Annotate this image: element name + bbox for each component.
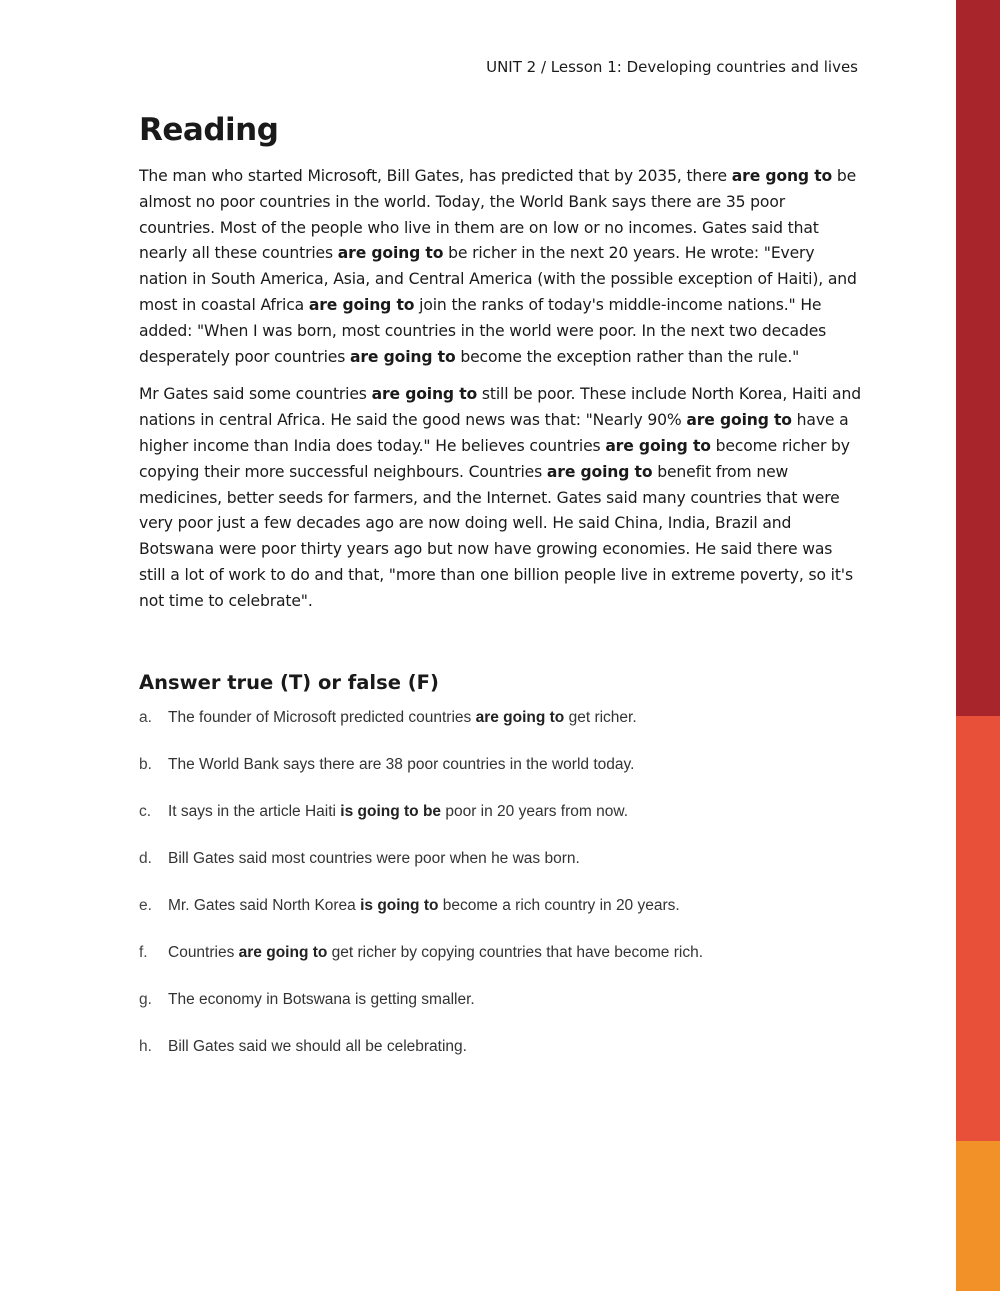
bold-phrase: are going to [546,462,653,481]
question-letter: f. [139,943,148,961]
bold-phrase: are going to [350,347,456,366]
reading-paragraph-1: The man who started Microsoft, Bill Gates, has predicted that by 2035, there are gong to be almost no poor countries in the world. Today, the World Bank says there are 35 poor countries. Most of the people who live in them are on low or no incomes. Gates said that nearly all these countries are going to be richer in the next 20 years. He wrote: "Every nation in South America, Asia, and Central America (with the possible exception of Haiti), and most in coastal Africa are going to join the ranks of today's middle-income nations." He added: "When I was born, most countries in the world were poor. In the next two decades desperately poor countries are going to become the exception rather than the rule." [139,167,857,366]
question-item [139,896,861,943]
exercise-title: Answer true (T) or false (F) [139,670,439,694]
question-letter: h. [139,1037,152,1055]
question-item [139,849,861,896]
question-text: The founder of Microsoft predicted countries are going to get richer. [168,708,637,726]
question-text: Countries are going to get richer by copying countries that have become rich. [168,943,703,961]
side-bar-dark-red [956,0,1000,716]
question-item [139,1037,861,1084]
bold-phrase: is going to be [340,802,442,820]
bold-phrase: are going to [308,295,415,314]
bold-phrase: are going to [605,436,711,455]
question-text: Bill Gates said most countries were poor when he was born. [168,849,580,867]
bold-phrase: is going to [360,896,439,914]
question-letter: b. [139,755,152,773]
page-header: UNIT 2 / Lesson 1: Developing countries and lives [486,58,858,76]
question-list [139,708,861,1084]
document-body [139,112,861,1084]
question-item [139,802,861,849]
question-text: The economy in Botswana is getting smaller. [168,990,475,1008]
question-item [139,755,861,802]
side-bar-orange-red [956,716,1000,1141]
question-text: Bill Gates said we should all be celebrating. [168,1037,467,1055]
reading-paragraph-2: Mr Gates said some countries are going to still be poor. These include North Korea, Haiti and nations in central Africa. He said the good news was that: "Nearly 90% are going to have a higher income than India does today." He believes countries are going to become richer by copying their more successful neighbours. Countries are going to benefit from new medicines, better seeds for farmers, and the Internet. Gates said many countries that were very poor just a few decades ago are now doing well. He said China, India, Brazil and Botswana were poor thirty years ago but now have growing economies. He said there was still a lot of work to do and that, "more than one billion people live in extreme poverty, so it's not time to celebrate". [139,385,861,610]
question-letter: c. [139,802,152,820]
question-letter: g. [139,990,152,1008]
bold-phrase: are gong to [731,167,833,185]
question-item [139,943,861,990]
bold-phrase: are going to [686,411,792,430]
page-title: Reading [139,112,279,148]
bold-phrase: are going to [475,708,565,726]
question-text: The World Bank says there are 38 poor countries in the world today. [168,755,635,773]
question-letter: e. [139,896,152,914]
question-text: It says in the article Haiti is going to be poor in 20 years from now. [168,802,629,820]
question-letter: d. [139,849,152,867]
question-item [139,708,861,755]
side-bar-orange [956,1141,1000,1291]
question-item [139,990,861,1037]
bold-phrase: are going to [238,943,328,961]
question-letter: a. [139,708,152,726]
bold-phrase: are going to [371,385,478,404]
bold-phrase: are going to [337,244,444,263]
question-text: Mr. Gates said North Korea is going to become a rich country in 20 years. [168,896,680,914]
